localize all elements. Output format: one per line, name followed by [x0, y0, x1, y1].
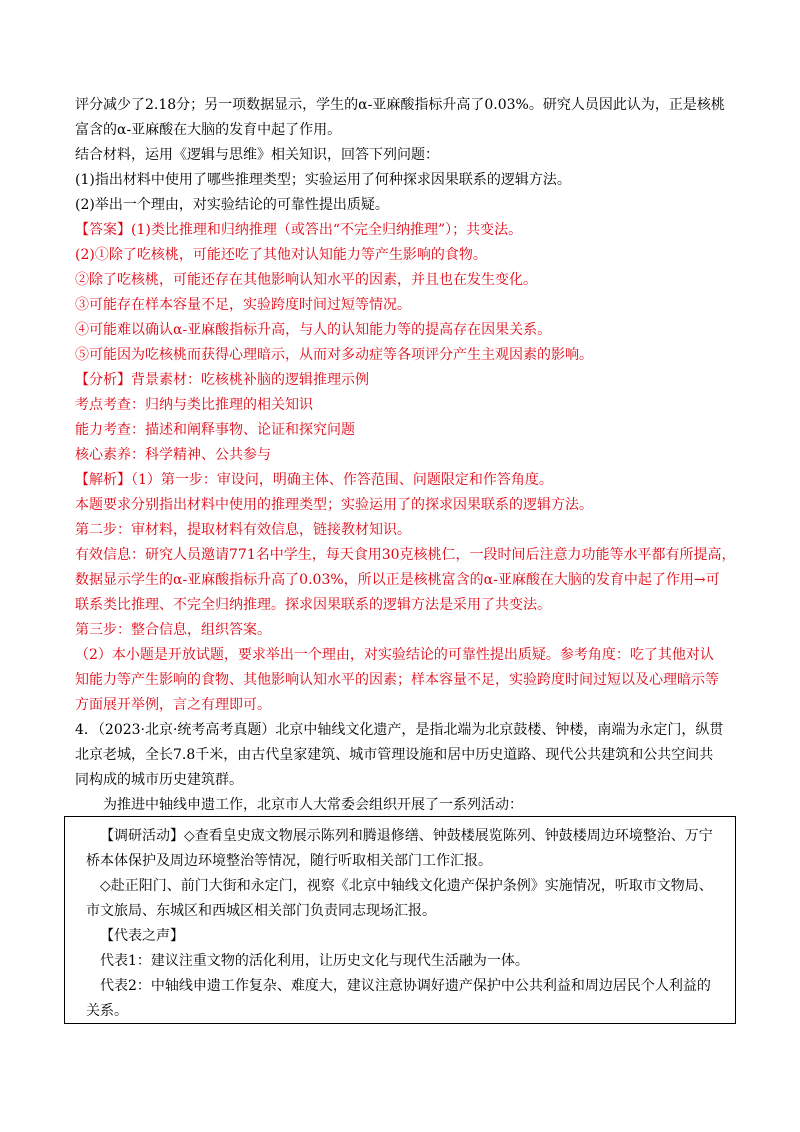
answer-line: ③可能存在样本容量不足，实验跨度时间过短等情况。	[75, 297, 411, 313]
box-line: 【代表之声】	[100, 928, 184, 944]
analysis-line: 能力考查：描述和阐释事物、论证和探究问题	[75, 422, 355, 438]
box-line: 市文旅局、东城区和西城区相关部门负责同志现场汇报。	[86, 903, 436, 919]
explanation-line: 【解析】（1）第一步：审设问，明确主体、作答范围、问题限定和作答角度。	[75, 472, 553, 488]
material-text-line: 富含的α-亚麻酸在大脑的发育中起了作用。	[75, 122, 342, 138]
explanation-line: （2）本小题是开放试题，要求举出一个理由，对实验结论的可靠性提出质疑。参考角度：吃了其他对认	[75, 647, 714, 663]
explanation-line: 第二步：审材料，提取材料有效信息，链接教材知识。	[75, 522, 411, 538]
question-4-line: 4．（2023·北京·统考高考真题）北京中轴线文化遗产，是指北端为北京鼓楼、钟楼，南端为永定门，纵贯	[75, 722, 724, 738]
box-line: ◇赴正阳门、前门大街和永定门，视察《北京中轴线文化遗产保护条例》实施情况，听取市文物局、	[100, 878, 713, 894]
material-text-line: 评分减少了2.18分；另一项数据显示，学生的α-亚麻酸指标升高了0.03%。研究人员因此认为，正是核桃	[75, 97, 725, 113]
explanation-line: 方面展开举例，言之有理即可。	[75, 697, 271, 713]
explanation-line: 数据显示学生的α-亚麻酸指标升高了0.03%，所以正是核桃富含的α-亚麻酸在大脑的发育中起了作用→可	[75, 572, 720, 588]
analysis-line: 考点考查：归纳与类比推理的相关知识	[75, 397, 313, 413]
box-line: 【调研活动】◇查看皇史宬文物展示陈列和腾退修缮、钟鼓楼展览陈列、钟鼓楼周边环境整治、万宁	[100, 828, 713, 844]
explanation-line: 有效信息：研究人员邀请771名中学生，每天食用30克核桃仁，一段时间后注意力功能等水平都有所提高，	[75, 547, 736, 563]
question-2: (2)举出一个理由，对实验结论的可靠性提出质疑。	[75, 197, 389, 213]
answer-line: ④可能难以确认α-亚麻酸指标升高，与人的认知能力等的提高存在因果关系。	[75, 322, 552, 338]
box-line: 关系。	[86, 1003, 128, 1019]
explanation-line: 联系类比推理、不完全归纳推理。探求因果联系的逻辑方法是采用了共变法。	[75, 597, 551, 613]
answer-line: ②除了吃核桃，可能还存在其他影响认知水平的因素，并且也在发生变化。	[75, 272, 537, 288]
analysis-line: 核心素养：科学精神、公共参与	[75, 447, 271, 463]
answer-line: ⑤可能因为吃核桃而获得心理暗示，从而对多动症等各项评分产生主观因素的影响。	[75, 347, 593, 363]
explanation-line: 第三步：整合信息，组织答案。	[75, 622, 271, 638]
question-instruction: 结合材料，运用《逻辑与思维》相关知识，回答下列问题：	[75, 147, 439, 163]
question-4-line: 同构成的城市历史建筑群。	[75, 772, 243, 788]
answer-line: (2)①除了吃核桃，可能还吃了其他对认知能力等产生影响的食物。	[75, 247, 487, 263]
answer-line: 【答案】(1)类比推理和归纳推理（或答出“不完全归纳推理”）；共变法。	[75, 222, 523, 238]
box-line: 桥本体保护及周边环境整治等情况，随行听取相关部门工作汇报。	[86, 853, 492, 869]
box-line: 代表1：建议注重文物的活化利用，让历史文化与现代生活融为一体。	[100, 953, 529, 969]
question-4-line: 为推进中轴线申遗工作，北京市人大常委会组织开展了一系列活动：	[103, 797, 523, 813]
explanation-line: 知能力等产生影响的食物、其他影响认知水平的因素；样本容量不足，实验跨度时间过短以及心理暗示等	[75, 672, 719, 688]
question-1: (1)指出材料中使用了哪些推理类型；实验运用了何种探求因果联系的逻辑方法。	[75, 172, 571, 188]
question-4-line: 北京老城，全长7.8千米，由古代皇家建筑、城市管理设施和居中历史道路、现代公共建筑和公共空间共	[75, 747, 714, 763]
box-line: 代表2：中轴线申遗工作复杂、难度大，建议注意协调好遗产保护中公共利益和周边居民个人利益的	[100, 978, 711, 994]
explanation-line: 本题要求分别指出材料中使用的推理类型；实验运用了的探求因果联系的逻辑方法。	[75, 497, 593, 513]
material-box	[64, 816, 736, 1024]
analysis-line: 【分析】背景素材：吃核桃补脑的逻辑推理示例	[75, 372, 369, 388]
